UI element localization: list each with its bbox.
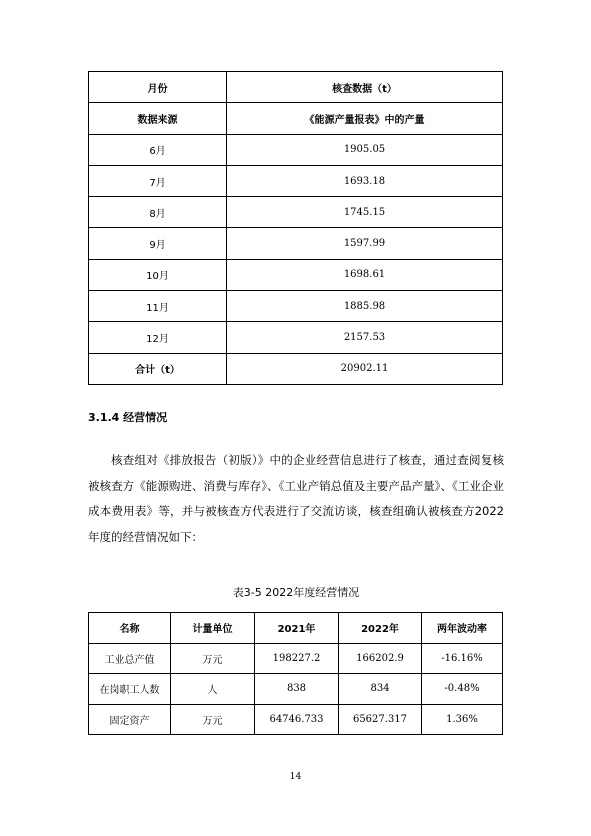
- table-row: [89, 197, 503, 228]
- header-name: 名称: [89, 613, 171, 644]
- header-verified-data: 核查数据（t）: [227, 72, 503, 103]
- header-unit: 计量单位: [171, 613, 255, 644]
- header-2022: 2022年: [339, 613, 422, 644]
- table-row: [89, 674, 503, 705]
- table-row: [89, 228, 503, 259]
- operations-table: [88, 612, 503, 735]
- table-row: [89, 704, 503, 735]
- fluctuation-cell: -16.16%: [422, 643, 503, 674]
- header-2021: 2021年: [255, 613, 339, 644]
- month-cell: 11月: [89, 291, 227, 322]
- fluctuation-cell: 1.36%: [422, 704, 503, 735]
- header-month: 月份: [89, 72, 227, 103]
- body-paragraph: 核查组对《排放报告（初版）》中的企业经营信息进行了核查，通过查阅复核被核查方《能源购进、消费与库存》、《工业产销总值及主要产品产量》、《工业企业成本费用表》等，并与被核查方代表进行了交流访谈，核查组确认被核查方2022年度的经营情况如下：: [88, 453, 504, 544]
- page-number: 14: [289, 772, 302, 782]
- section-heading: 3.1.4 经营情况: [88, 411, 168, 424]
- fluctuation-cell: -0.48%: [422, 674, 503, 705]
- month-cell: 12月: [89, 322, 227, 353]
- value-2021-cell: 64746.733: [255, 704, 339, 735]
- value-2021-cell: 838: [255, 674, 339, 705]
- table-row: [89, 259, 503, 290]
- value-cell: 1693.18: [227, 165, 503, 196]
- month-cell: 8月: [89, 197, 227, 228]
- total-value: 20902.11: [227, 353, 503, 384]
- item-name-cell: 固定资产: [89, 704, 171, 735]
- table-row: [89, 134, 503, 165]
- value-cell: 1745.15: [227, 197, 503, 228]
- table-header-row: [89, 72, 503, 103]
- value-2022-cell: 65627.317: [339, 704, 422, 735]
- value-2022-cell: 166202.9: [339, 643, 422, 674]
- source-label: 数据来源: [89, 103, 227, 134]
- value-cell: 1885.98: [227, 291, 503, 322]
- month-cell: 6月: [89, 134, 227, 165]
- table-row: [89, 291, 503, 322]
- item-name-cell: 在岗职工人数: [89, 674, 171, 705]
- table-total-row: [89, 353, 503, 384]
- unit-cell: 万元: [171, 643, 255, 674]
- item-name-cell: 工业总产值: [89, 643, 171, 674]
- table-row: [89, 643, 503, 674]
- table-row: [89, 165, 503, 196]
- month-cell: 10月: [89, 259, 227, 290]
- energy-production-table: [88, 71, 503, 385]
- value-2021-cell: 198227.2: [255, 643, 339, 674]
- table-header-row: [89, 613, 503, 644]
- value-cell: 1597.99: [227, 228, 503, 259]
- value-2022-cell: 834: [339, 674, 422, 705]
- month-cell: 7月: [89, 165, 227, 196]
- unit-cell: 万元: [171, 704, 255, 735]
- table-source-row: [89, 103, 503, 134]
- value-cell: 2157.53: [227, 322, 503, 353]
- table-caption: 表3-5 2022年度经营情况: [232, 586, 360, 599]
- table-row: [89, 322, 503, 353]
- month-cell: 9月: [89, 228, 227, 259]
- source-value: 《能源产量报表》中的产量: [227, 103, 503, 134]
- value-cell: 1905.05: [227, 134, 503, 165]
- unit-cell: 人: [171, 674, 255, 705]
- header-fluctuation: 两年波动率: [422, 613, 503, 644]
- total-label: 合计（t）: [89, 353, 227, 384]
- value-cell: 1698.61: [227, 259, 503, 290]
